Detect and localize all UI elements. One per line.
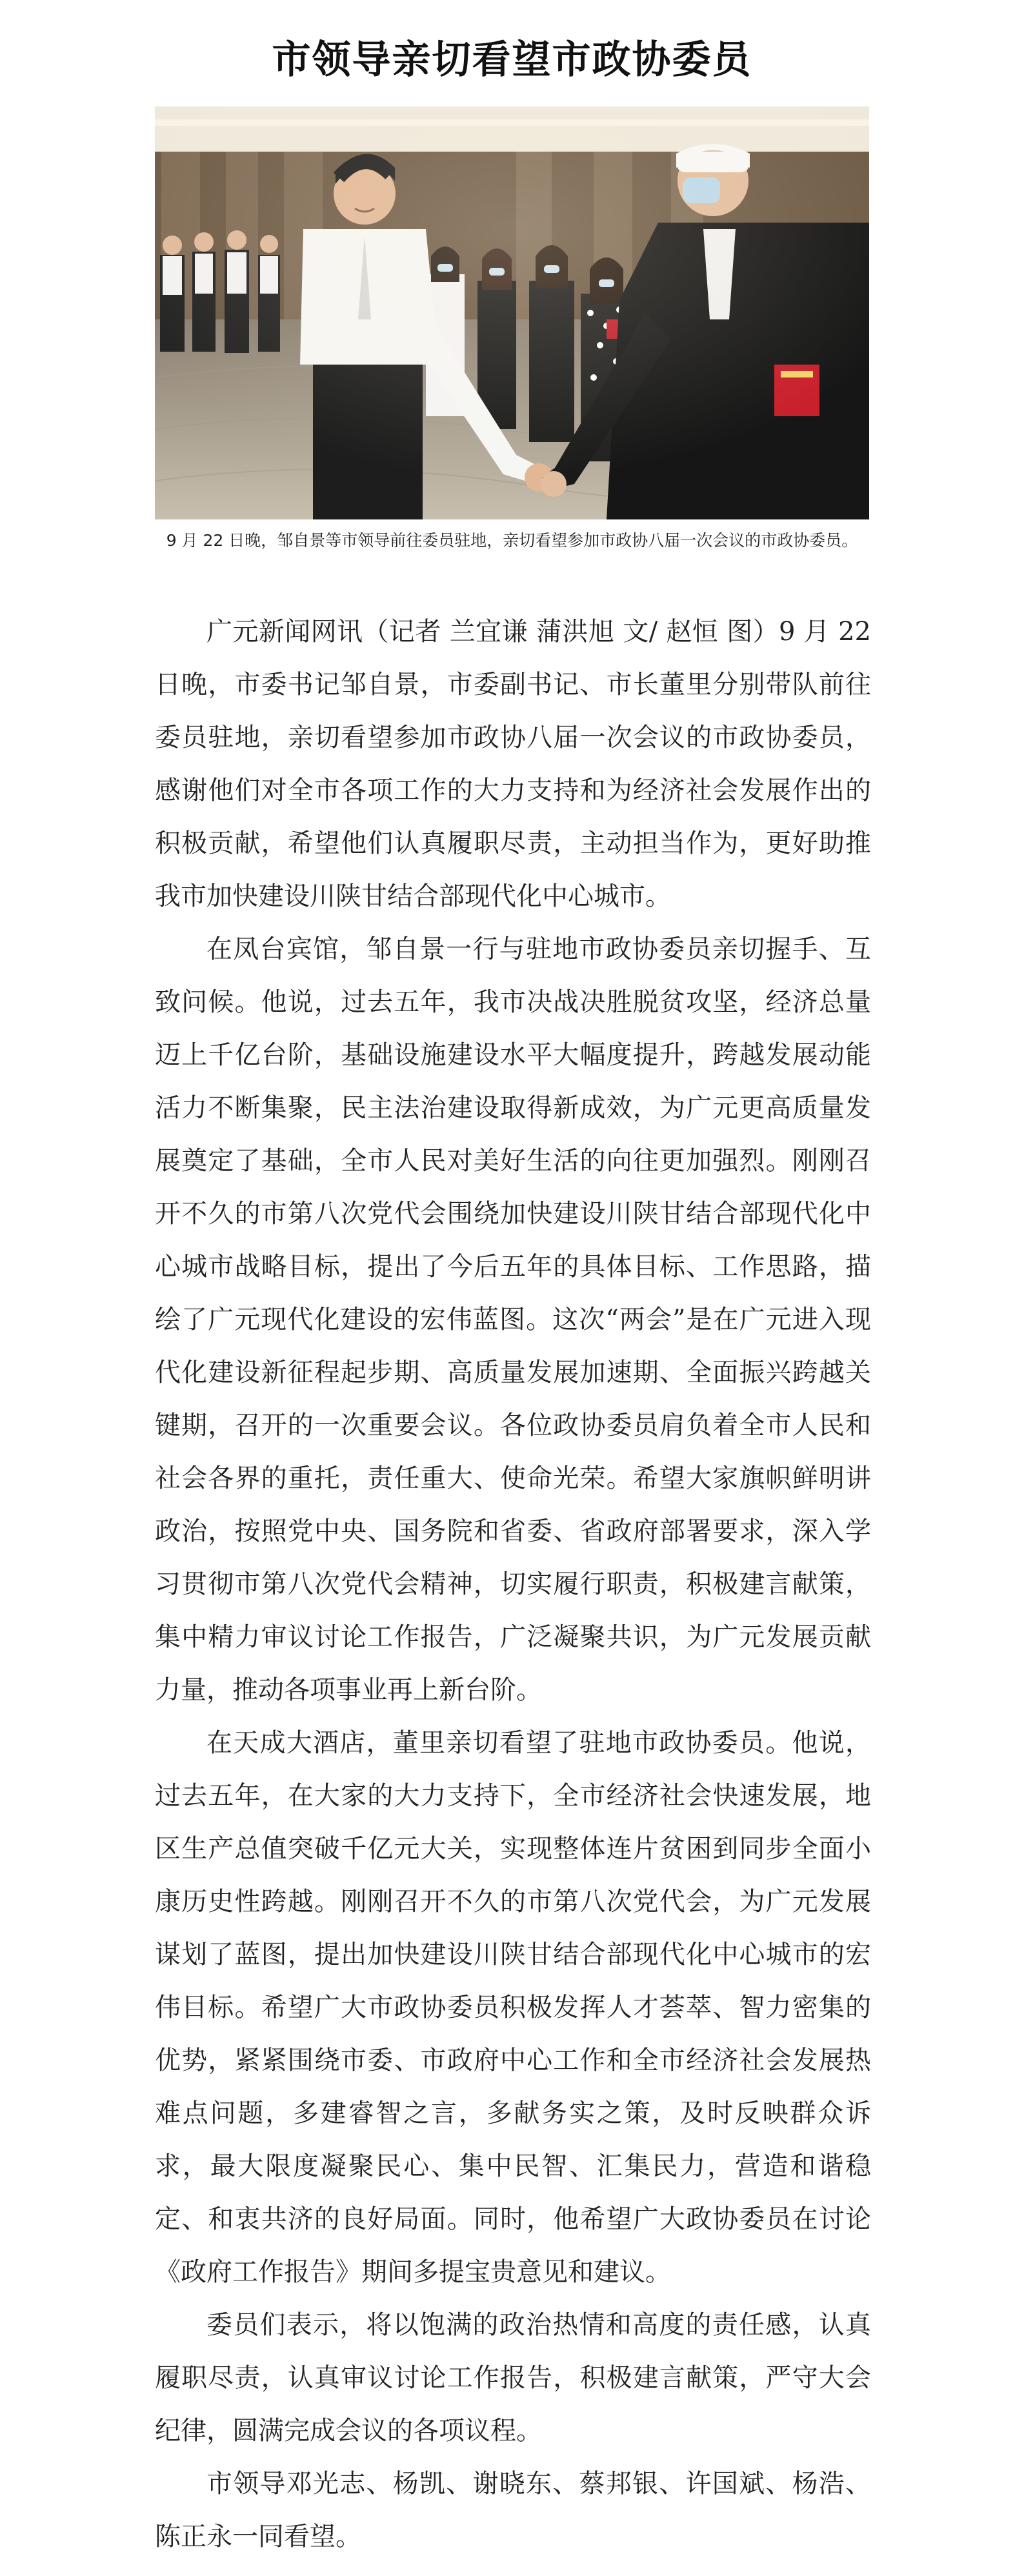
paragraph-2: 在凤台宾馆，邹自景一行与驻地市政协委员亲切握手、互致问候。他说，过去五年，我市决战决胜脱贫攻坚，经济总量迈上千亿台阶，基础设施建设水平大幅度提升，跨越发展动能活力不断集聚，民主法治建设取得新成效，为广元更高质量发展奠定了基础，全市人民对美好生活的向往更加强烈。刚刚召开不久的市第八次党代会围绕加快建设川陕甘结合部现代化中心城市战略目标，提出了今后五年的具体目标、工作思路，描绘了广元现代化建设的宏伟蓝图。这次“两会”是在广元进入现代化建设新征程起步期、高质量发展加速期、全面振兴跨越关键期，召开的一次重要会议。各位政协委员肩负着全市人民和社会各界的重托，责任重大、使命光荣。希望大家旗帜鲜明讲政治，按照党中央、国务院和省委、省政府部署要求，深入学习贯彻市第八次党代会精神，切实履行职责，积极建言献策，集中精力审议讨论工作报告，广泛凝聚共识，为广元发展贡献力量，推动各项事业再上新台阶。	[155, 934, 871, 1705]
news-photo	[155, 106, 869, 519]
photo-caption: 9 月 22 日晚，邹自景等市领导前往委员驻地，亲切看望参加市政协八届一次会议的市政协委员。	[166, 531, 858, 550]
article-headline: 市领导亲切看望市政协委员	[272, 37, 752, 83]
paragraph-4: 委员们表示，将以饱满的政治热情和高度的责任感，认真履职尽责，认真审议讨论工作报告，积极建言献策，严守大会纪律，圆满完成会议的各项议程。	[155, 2310, 871, 2446]
news-photo-illustration	[155, 106, 869, 519]
paragraph-3: 在天成大酒店，董里亲切看望了驻地市政协委员。他说，过去五年，在大家的大力支持下，全市经济社会快速发展，地区生产总值突破千亿元大关，实现整体连片贫困到同步全面小康历史性跨越。刚刚召开不久的市第八次党代会，为广元发展谋划了蓝图，提出加快建设川陕甘结合部现代化中心城市的宏伟目标。希望广大市政协委员积极发挥人才荟萃、智力密集的优势，紧紧围绕市委、市政府中心工作和全市经济社会发展热难点问题，多建睿智之言，多献务实之策，及时反映群众诉求，最大限度凝聚民心、集中民智、汇集民力，营造和谐稳定、和衷共济的良好局面。同时，他希望广大政协委员在讨论《政府工作报告》期间多提宝贵意见和建议。	[155, 1728, 871, 2287]
paragraph-1: 广元新闻网讯（记者 兰宜谦 蒲洪旭 文/ 赵恒 图）9 月 22 日晚，市委书记邹自景，市委副书记、市长董里分别带队前往委员驻地，亲切看望参加市政协八届一次会议的市政协委员，感谢他们对全市各项工作的大力支持和为经济社会发展作出的积极贡献，希望他们认真履职尽责，主动担当作为，更好助推我市加快建设川陕甘结合部现代化中心城市。	[155, 617, 871, 911]
article-body	[155, 605, 871, 2563]
paragraph-5: 市领导邓光志、杨凯、谢晓东、蔡邦银、许国斌、杨浩、陈正永一同看望。	[155, 2469, 871, 2551]
